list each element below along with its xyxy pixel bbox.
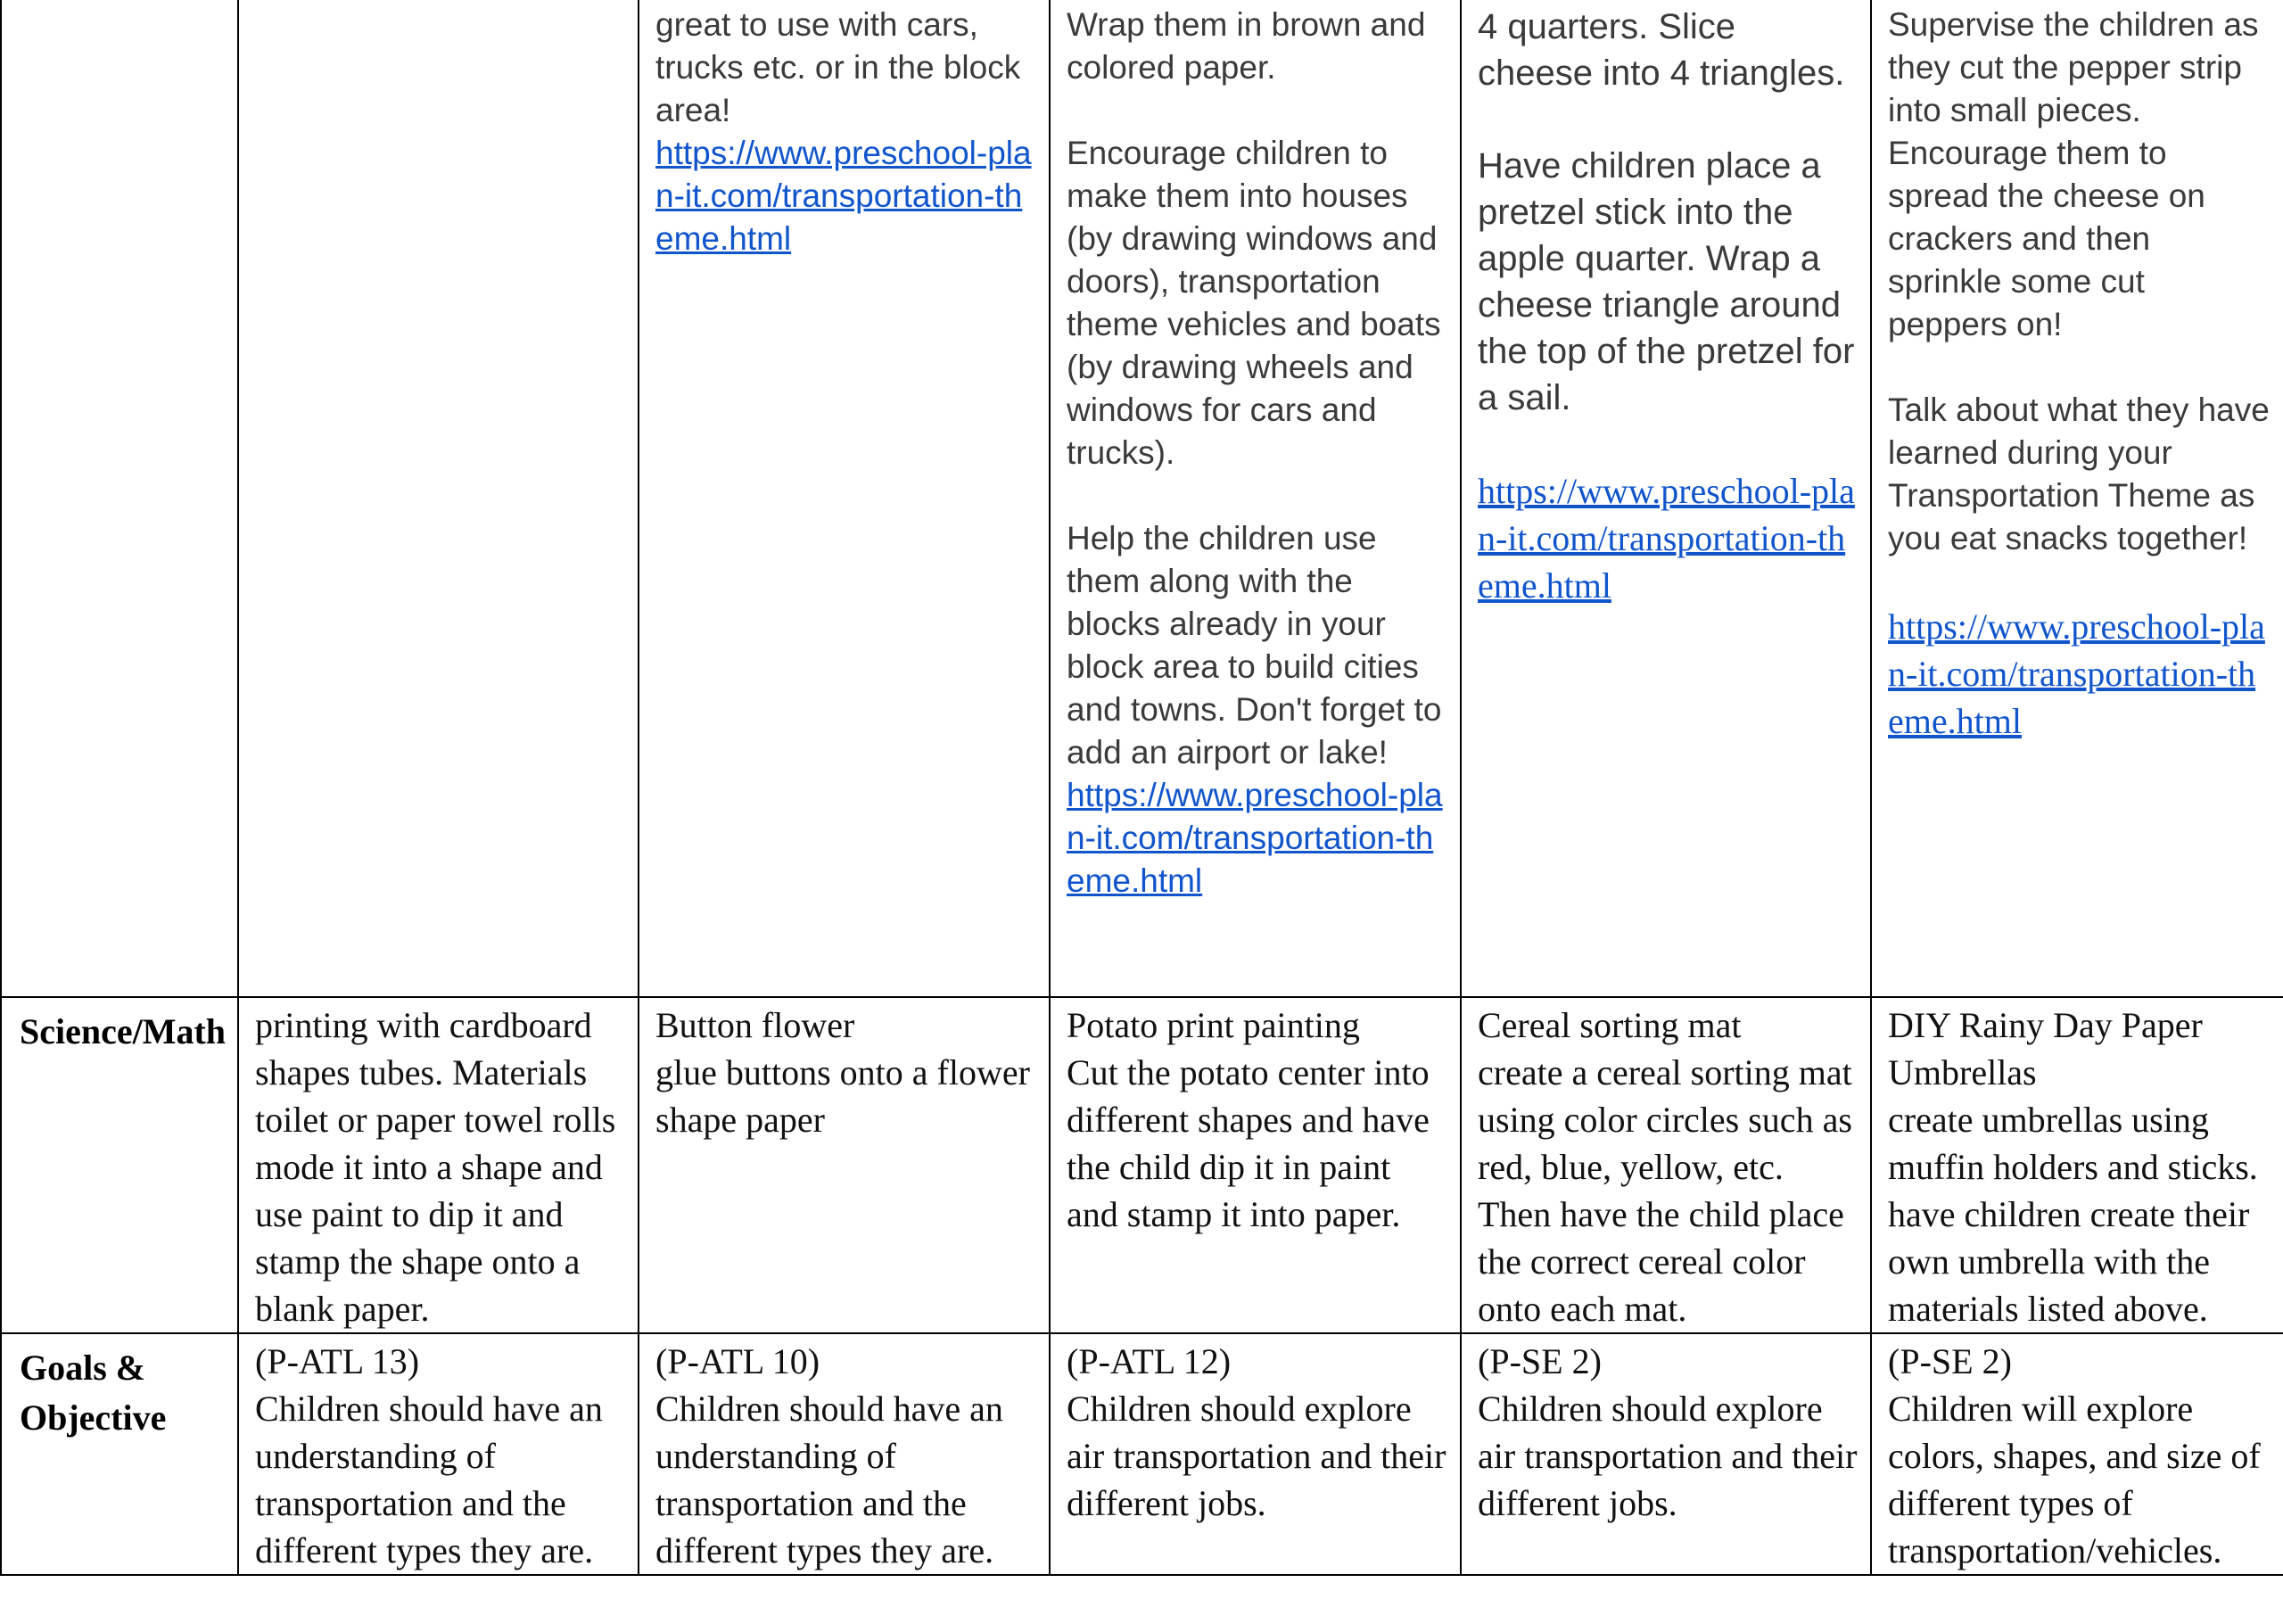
activity-text: Help the children use them along with the blocks already in your block area to build cities and towns. Don't forget to add an airport or lake!	[1067, 520, 1442, 771]
goals-cell	[639, 1333, 1050, 1575]
science-text: Potato print painting Cut the potato center into different shapes and have the child dip it in paint and stamp it into paper.	[1067, 1005, 1430, 1234]
table-row-goals	[1, 1333, 2283, 1575]
goals-cell	[1050, 1333, 1461, 1575]
activity-cell-blocks	[639, 0, 1050, 997]
goals-text: (P-SE 2) Children should explore air transportation and their different jobs.	[1478, 1341, 1858, 1523]
activity-link[interactable]: https://www.preschool-plan-it.com/transportation-theme.html	[1067, 777, 1443, 899]
activity-text: great to use with cars, trucks etc. or in the block area!	[655, 6, 1021, 128]
activity-cell-snack-crackers	[1871, 0, 2283, 997]
science-cell	[639, 997, 1050, 1333]
science-text: Cereal sorting mat create a cereal sorting mat using color circles such as red, blue, yellow, etc. Then have the child place the correct cereal color onto each mat.	[1478, 1005, 1852, 1329]
goals-cell	[1461, 1333, 1871, 1575]
activity-text: Wrap them in brown and colored paper.	[1067, 6, 1426, 86]
table-row-science-math	[1, 997, 2283, 1333]
activity-text: Have children place a pretzel stick into the apple quarter. Wrap a cheese triangle around the top of the pretzel for a sail.	[1478, 146, 1855, 417]
row-header-science-math: Science/Math	[1, 997, 238, 1333]
science-cell	[1871, 997, 2283, 1333]
activity-text: Supervise the children as they cut the pepper strip into small pieces. Encourage them to spread the cheese on crackers and then sprinkle some cut peppers on!	[1888, 6, 2259, 342]
science-cell	[1050, 997, 1461, 1333]
activity-cell-boxes	[1050, 0, 1461, 997]
goals-text: (P-SE 2) Children will explore colors, shapes, and size of different types of transportation/vehicles.	[1888, 1341, 2261, 1570]
science-text: DIY Rainy Day Paper Umbrellas create umbrellas using muffin holders and sticks. have children create their own umbrella with the materials listed above.	[1888, 1005, 2258, 1329]
goals-text: (P-ATL 10) Children should have an understanding of transportation and the different types they are.	[655, 1341, 1003, 1570]
goals-cell	[1871, 1333, 2283, 1575]
table-row-continued-activities	[1, 0, 2283, 997]
goals-cell	[238, 1333, 639, 1575]
activity-cell-empty	[238, 0, 639, 997]
goals-text: (P-ATL 12) Children should explore air transportation and their different jobs.	[1067, 1341, 1446, 1523]
science-text: Button flower glue buttons onto a flower shape paper	[655, 1005, 1030, 1140]
activity-text: Encourage children to make them into houses (by drawing windows and doors), transportation theme vehicles and boats (by drawing wheels and windows for cars and trucks).	[1067, 135, 1441, 471]
row-header-goals: Goals & Objective	[1, 1333, 238, 1575]
goals-text: (P-ATL 13) Children should have an understanding of transportation and the different types they are.	[255, 1341, 603, 1570]
activity-cell-snack-boats	[1461, 0, 1871, 997]
row-header-empty	[1, 0, 238, 997]
activity-link[interactable]: https://www.preschool-plan-it.com/transportation-theme.html	[1478, 471, 1855, 606]
activity-link[interactable]: https://www.preschool-plan-it.com/transportation-theme.html	[655, 135, 1032, 257]
activity-link[interactable]: https://www.preschool-plan-it.com/transportation-theme.html	[1888, 606, 2265, 741]
science-cell	[238, 997, 639, 1333]
activity-text: Talk about what they have learned during your Transportation Theme as you eat snacks together!	[1888, 392, 2270, 556]
activity-text: 4 quarters. Slice cheese into 4 triangles.	[1478, 7, 1845, 93]
science-cell	[1461, 997, 1871, 1333]
science-text: printing with cardboard shapes tubes. Materials toilet or paper towel rolls mode it into a shape and use paint to dip it and stamp the shape onto a blank paper.	[255, 1005, 616, 1329]
